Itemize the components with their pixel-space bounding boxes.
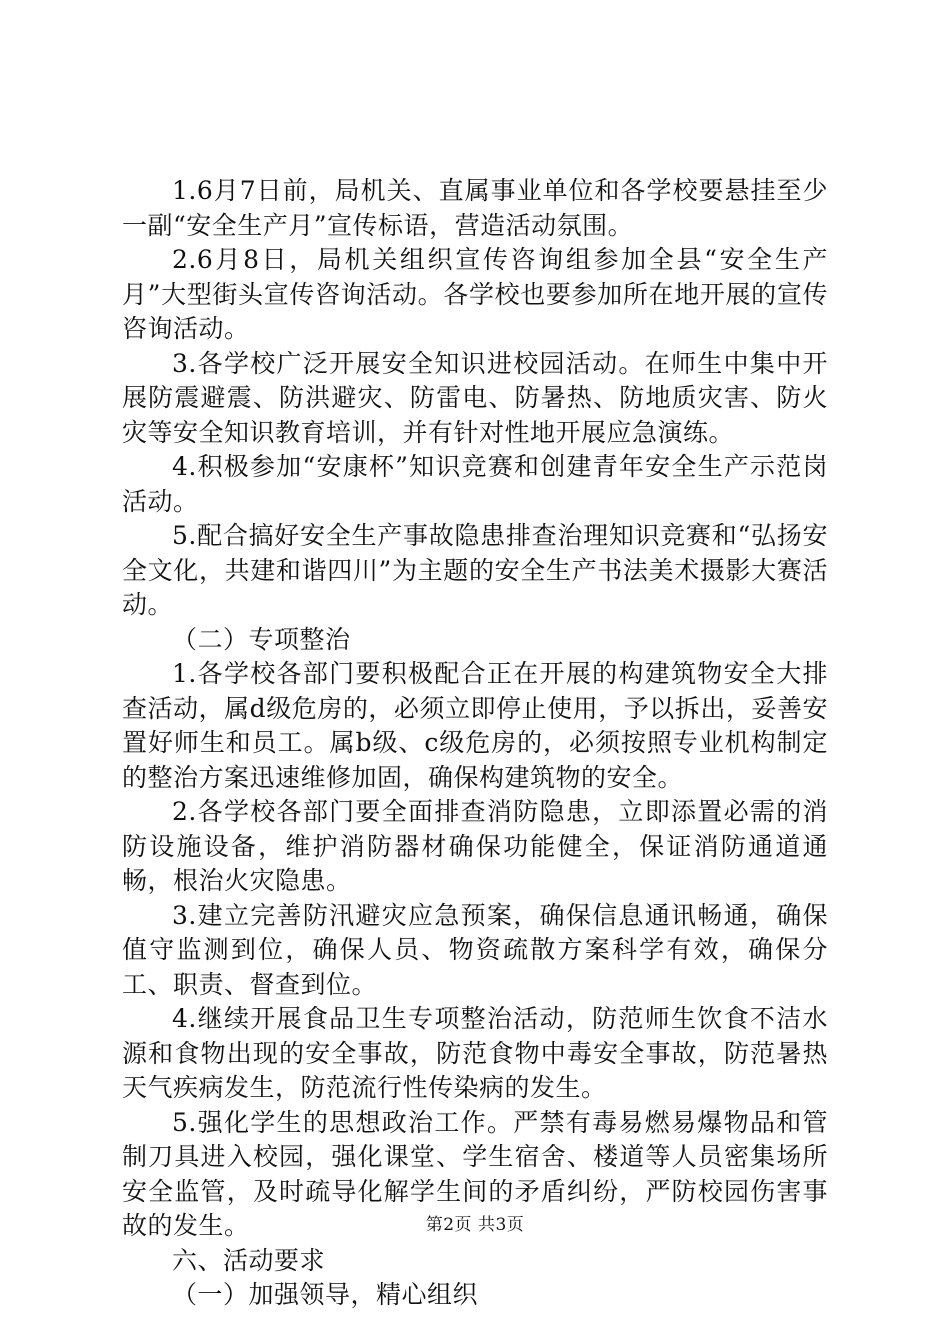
paragraph-4: 4.积极参加“安康杯”知识竞赛和创建青年安全生产示范岗活动。 <box>122 452 828 516</box>
paragraph-7: 2.各学校各部门要全面排查消防隐患，立即添置必需的消防设施设备，维护消防器材确保功能健全，保证消防通道通畅，根治火灾隐患。 <box>122 797 828 895</box>
paragraph-9: 4.继续开展食品卫生专项整治活动，防范师生饮食不洁水源和食物出现的安全事故，防范食物中毒安全事故，防范暑热天气疾病发生，防范流行性传染病的发生。 <box>122 1004 828 1102</box>
paragraph-1: 1.6月7日前，局机关、直属事业单位和各学校要悬挂至少一副“安全生产月”宣传标语，营造活动氛围。 <box>122 176 828 240</box>
section-heading-activity-requirements: 六、活动要求 <box>172 1245 326 1275</box>
paragraph-2: 2.6月8日，局机关组织宣传咨询组参加全县“安全生产月”大型街头宣传咨询活动。各学校也要参加所在地开展的宣传咨询活动。 <box>122 245 828 343</box>
paragraph-3: 3.各学校广泛开展安全知识进校园活动。在师生中集中开展防震避震、防洪避灾、防雷电、防暑热、防地质灾害、防火灾等安全知识教育培训，并有针对性地开展应急演练。 <box>122 348 828 447</box>
paragraph-6: 1.各学校各部门要积极配合正在开展的构建筑物安全大排查活动，属d级危房的，必须立即停止使用，予以拆出，妥善安置好师生和员工。属b级、c级危房的，必须按照专业机构制定的整治方案迅速维修加固，确保构建筑物的安全。 <box>122 659 828 792</box>
page-number-footer: 第2页 共3页 <box>425 1215 525 1235</box>
section-heading-special-rectification: （二）专项整治 <box>172 624 351 654</box>
paragraph-5: 5.配合搞好安全生产事故隐患排查治理知识竞赛和“弘扬安全文化，共建和谐四川”为主题的安全生产书法美术摄影大赛活动。 <box>122 521 828 619</box>
document-body <box>122 174 828 1313</box>
paragraph-10: 5.强化学生的思想政治工作。严禁有毒易燃易爆物品和管制刀具进入校园，强化课堂、学生宿舍、楼道等人员密集场所安全监管，及时疏导化解学生间的矛盾纠纷，严防校园伤害事故的发生。 <box>122 1107 828 1240</box>
paragraph-8: 3.建立完善防汛避灾应急预案，确保信息通讯畅通，确保值守监测到位，确保人员、物资疏散方案科学有效，确保分工、职责、督查到位。 <box>122 900 828 999</box>
subsection-heading-leadership: （一）加强领导，精心组织 <box>172 1280 479 1309</box>
